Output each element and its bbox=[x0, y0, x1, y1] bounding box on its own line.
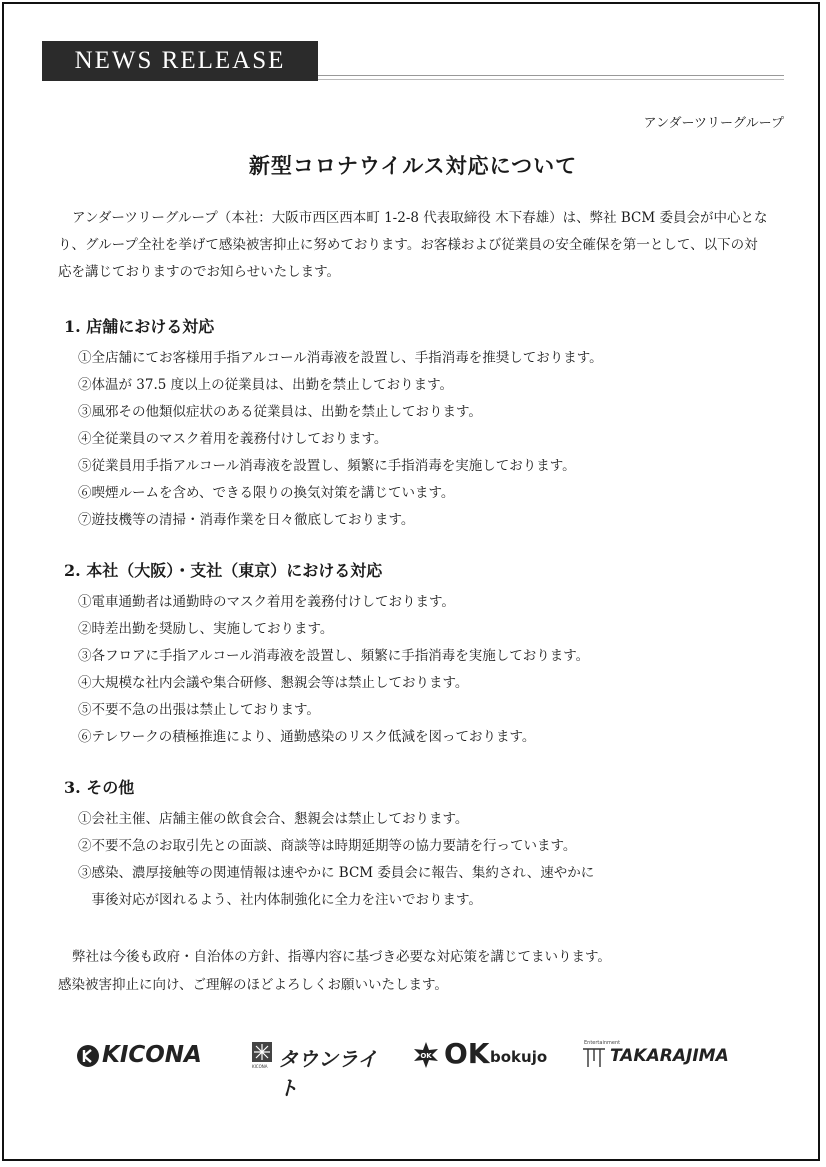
banner-rule bbox=[318, 75, 784, 76]
list-item: ⑥喫煙ルームを含め、できる限りの換気対策を講じています。 bbox=[78, 485, 455, 501]
list-item: ④全従業員のマスク着用を義務付けしております。 bbox=[78, 431, 388, 447]
section-heading: 3. その他 bbox=[64, 778, 135, 797]
list-item: ③各フロアに手指アルコール消毒液を設置し、頻繁に手指消毒を実施しております。 bbox=[78, 648, 590, 664]
list-item: ②不要不急のお取引先との面談、商談等は時期延期等の協力要請を行っています。 bbox=[78, 838, 577, 854]
closing-line: 感染被害抑止に向け、ご理解のほどよろしくお願いいたします。 bbox=[58, 977, 448, 993]
section-other bbox=[62, 776, 762, 914]
list-item: ①全店舗にてお客様用手指アルコール消毒液を設置し、手指消毒を推奨しております。 bbox=[78, 350, 603, 366]
list-item: ④大規模な社内会議や集合研修、懇親会等は禁止しております。 bbox=[78, 675, 469, 691]
kicona-mark-icon bbox=[76, 1044, 100, 1068]
list-item: ③感染、濃厚接触等の関連情報は速やかに BCM 委員会に報告、集約され、速やかに bbox=[78, 865, 595, 881]
banner-rule bbox=[318, 79, 784, 80]
townlight-logo bbox=[252, 1036, 392, 1100]
section-heading: 1. 店舗における対応 bbox=[64, 317, 215, 336]
list-item: ②時差出勤を奨励し、実施しております。 bbox=[78, 621, 334, 637]
list-item: ②体温が 37.5 度以上の従業員は、出勤を禁止しております。 bbox=[78, 377, 454, 393]
okbokujo-badge-text: OK bbox=[420, 1052, 432, 1060]
takarajima-mark-icon bbox=[582, 1047, 606, 1069]
section-list bbox=[62, 806, 762, 914]
okbokujo-wordmark: bokujo bbox=[490, 1048, 548, 1066]
intro-paragraph bbox=[58, 205, 770, 286]
list-item: 事後対応が図れるよう、社内体制強化に全力を注いでおります。 bbox=[78, 892, 482, 908]
townlight-sub: KICONA bbox=[252, 1064, 268, 1069]
list-item: ⑤従業員用手指アルコール消毒液を設置し、頻繁に手指消毒を実施しております。 bbox=[78, 458, 576, 474]
brand-logos bbox=[74, 1036, 754, 1100]
section-list bbox=[62, 345, 762, 534]
takarajima-logo bbox=[582, 1036, 754, 1076]
section-stores bbox=[62, 315, 762, 534]
list-item: ③風邪その他類似症状のある従業員は、出勤を禁止しております。 bbox=[78, 404, 482, 420]
organization-name: アンダーツリーグループ bbox=[643, 116, 784, 131]
list-item: ①会社主催、店舗主催の飲食会合、懇親会は禁止しております。 bbox=[78, 811, 469, 827]
list-item: ①電車通勤者は通勤時のマスク着用を義務付けしております。 bbox=[78, 594, 455, 610]
takarajima-sub: Entertainment bbox=[584, 1040, 621, 1046]
section-offices bbox=[62, 559, 762, 751]
townlight-starburst-icon bbox=[252, 1042, 272, 1064]
section-list bbox=[62, 589, 762, 751]
closing-paragraph bbox=[58, 943, 770, 999]
intro-text: アンダーツリーグループ（本社：大阪市西区西本町 1-2-8 代表取締役 木下春雄）は、弊社 BCM 委員会が中心となり、グループ全社を挙げて感染被害抑止に努めております。お客様および従業員の安全確保を第一として、以下の対応を講じておりますのでお知らせいたします。 bbox=[58, 210, 768, 280]
list-item: ⑤不要不急の出張は禁止しております。 bbox=[78, 702, 320, 718]
page-title: 新型コロナウイルス対応について bbox=[248, 153, 578, 178]
okbokujo-badge-icon bbox=[412, 1041, 440, 1069]
townlight-wordmark: タウンライト bbox=[278, 1047, 378, 1100]
takarajima-wordmark: TAKARAJIMA bbox=[610, 1046, 729, 1066]
okbokujo-ok: OK bbox=[444, 1037, 490, 1070]
kicona-logo bbox=[74, 1036, 224, 1076]
news-release-banner: NEWS RELEASE bbox=[42, 41, 318, 81]
list-item: ⑦遊技機等の清掃・消毒作業を日々徹底しております。 bbox=[78, 512, 415, 528]
closing-line: 弊社は今後も政府・自治体の方針、指導内容に基づき必要な対応策を講じてまいります。 bbox=[72, 949, 611, 965]
section-heading: 2. 本社（大阪）・支社（東京）における対応 bbox=[64, 561, 383, 580]
okbokujo-logo bbox=[412, 1036, 562, 1076]
list-item: ⑥テレワークの積極推進により、通勤感染のリスク低減を図っております。 bbox=[78, 729, 536, 745]
kicona-wordmark: KICONA bbox=[102, 1042, 202, 1068]
